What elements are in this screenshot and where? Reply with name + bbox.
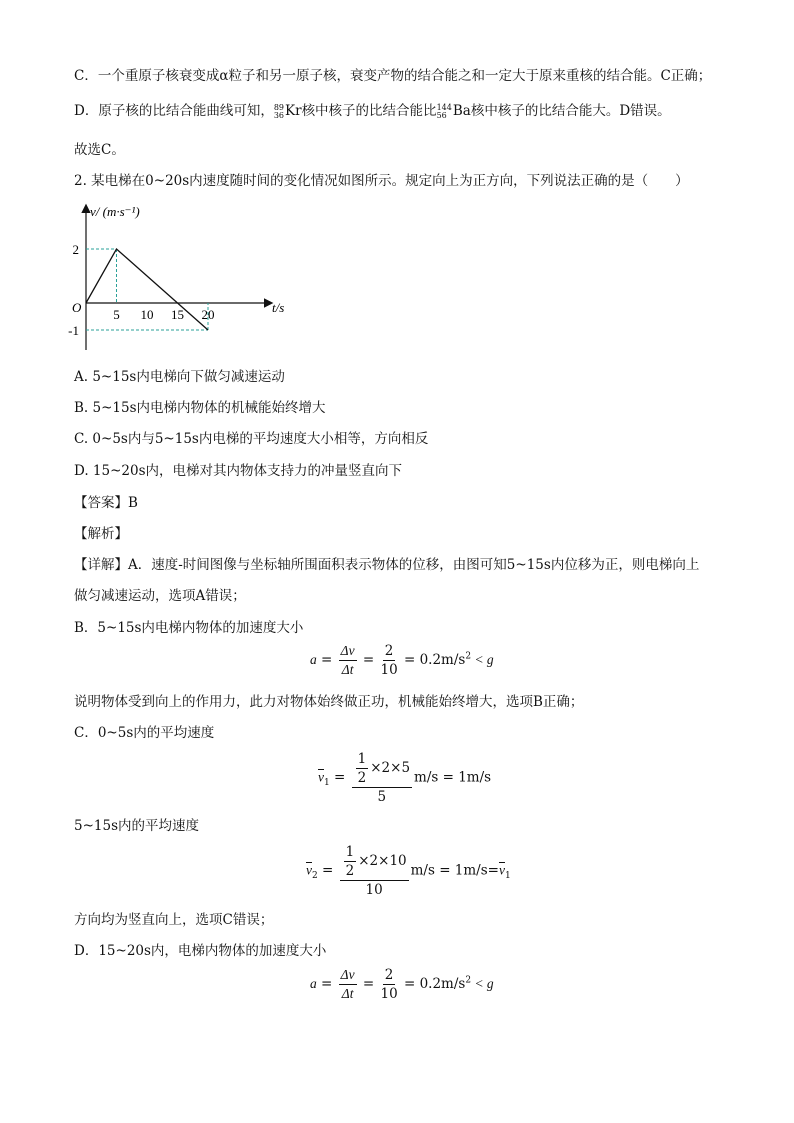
numerator: Δv <box>339 642 357 661</box>
mass-number: 89 <box>273 102 285 112</box>
detail-b-conclusion: 说明物体受到向上的作用力，此力对物体始终做正功，机械能始终增大，选项B正确； <box>74 694 584 710</box>
x-tick-label: 15 <box>171 307 184 322</box>
fraction <box>339 642 357 679</box>
option-d: D. 15~20s内，电梯对其内物体支持力的冲量竖直向下 <box>74 463 403 479</box>
denominator: 10 <box>380 986 398 1002</box>
velocity-symbol: $\overline{v}$ <box>318 769 324 785</box>
atomic-number: 56 <box>436 110 447 120</box>
option-c-previous: C．一个重原子核衰变成α粒子和另一原子核，衰变产物的结合能之和一定大于原来重核的结合能。C正确； <box>74 68 712 84</box>
numerator: 2 <box>384 967 394 983</box>
text-segment: D．原子核的比结合能曲线可知， <box>74 103 274 119</box>
option-b: B. 5~15s内电梯内物体的机械能始终增大 <box>74 400 326 416</box>
subscript: 2 <box>312 871 318 882</box>
numerator <box>340 843 409 881</box>
denominator: 10 <box>380 662 398 678</box>
average-velocity-1-formula: $\overline{v}_1$ = $\frac{1}{2}$ ×2×5 5 m/s = 1m/s <box>318 751 492 805</box>
half-fraction <box>356 750 369 787</box>
answer: 【答案】B <box>74 495 138 511</box>
numerator <box>352 750 412 788</box>
detail-b: B．5~15s内电梯内物体的加速度大小 <box>74 620 304 636</box>
origin-label: O <box>72 300 82 315</box>
denominator: 2 <box>345 863 355 879</box>
numerator: Δv <box>339 966 357 985</box>
x-tick-label: 5 <box>113 307 120 322</box>
analysis-heading: 【解析】 <box>74 526 128 542</box>
formula-value: m/s = 1m/s= <box>410 862 499 879</box>
text-segment: 核中核子的比结合能大。D错误。 <box>470 103 671 119</box>
barium-symbol: Ba <box>452 103 471 119</box>
mass-number: 144 <box>436 102 452 112</box>
formula-value: = 0.2m/s <box>403 976 466 992</box>
y-axis-label: v/ (m·s⁻¹) <box>90 204 140 219</box>
formula-tail: < g <box>471 652 494 667</box>
denominator: 5 <box>377 789 387 805</box>
fraction <box>340 843 409 899</box>
denominator: 10 <box>365 882 383 898</box>
previous-answer: 故选C。 <box>74 142 125 158</box>
y-tick-label: -1 <box>68 323 79 338</box>
formula-tail: < g <box>471 976 494 991</box>
option-c: C. 0~5s内与5~15s内电梯的平均速度大小相等，方向相反 <box>74 431 429 447</box>
detail-a-line-2: 做匀减速运动，选项A错误； <box>74 588 246 604</box>
detail-c-conclusion: 方向均为竖直向上，选项C错误； <box>74 912 274 928</box>
barium-nuclide-numbers <box>437 104 452 120</box>
numerator: 1 <box>345 844 355 860</box>
question-2: 2. 某电梯在0~20s内速度随时间的变化情况如图所示。规定向上为正方向，下列说法正确的是（ ） <box>74 173 689 189</box>
x-tick-label: 20 <box>201 307 215 322</box>
denominator: Δt <box>341 986 354 1001</box>
formula-symbol: a <box>310 976 317 991</box>
fraction <box>380 966 397 1003</box>
formula-symbol: a <box>310 652 317 667</box>
denominator: 2 <box>357 770 367 786</box>
exponent: 2 <box>465 975 472 986</box>
velocity-time-chart <box>66 198 296 358</box>
acceleration-formula: a = $\frac{\Delta v}{\Delta t}$ = $\frac{2}{10}$ = $0.2m/s^2 < g$ <box>310 643 494 678</box>
formula-value: m/s = 1m/s <box>414 769 492 786</box>
product: ×2×5 <box>370 760 411 776</box>
denominator: Δt <box>341 662 354 677</box>
text-segment: 核中核子的比结合能比 <box>301 103 437 119</box>
detail-c-second: 5~15s内的平均速度 <box>74 818 200 834</box>
subscript: 1 <box>324 778 330 789</box>
detail-d: D．15~20s内，电梯内物体的加速度大小 <box>74 943 327 959</box>
acceleration-formula-2: a = $\frac{\Delta v}{\Delta t}$ = $\frac{2}{10}$ = $0.2m/s^2 < g$ <box>310 967 494 1002</box>
average-velocity-2-formula: $\overline{v}_2$ = $\frac{1}{2}$ ×2×10 10 $m/s = 1m/s=\overline{v}_1$ <box>306 844 511 898</box>
x-tick-label: 10 <box>140 307 154 322</box>
velocity-symbol: $\overline{v}$ <box>498 862 505 878</box>
numerator: 1 <box>357 751 367 767</box>
krypton-nuclide-numbers <box>274 104 284 120</box>
option-a: A. 5~15s内电梯向下做匀减速运动 <box>74 369 285 385</box>
exponent: 2 <box>465 651 472 662</box>
fraction <box>352 750 412 806</box>
x-axis-label: t/s <box>272 300 285 315</box>
velocity-symbol: $\overline{v}$ <box>306 862 312 878</box>
formula-value: = 0.2m/s <box>403 652 466 668</box>
half-fraction <box>344 843 357 880</box>
subscript: 1 <box>504 871 511 882</box>
numerator: 2 <box>384 643 394 659</box>
detail-a-line-1: 【详解】A．速度-时间图像与坐标轴所围面积表示物体的位移，由图可知5~15s内位移为正，则电梯向上 <box>74 557 700 573</box>
product: ×2×10 <box>358 853 407 869</box>
atomic-number: 36 <box>273 110 285 120</box>
fraction <box>339 966 357 1003</box>
detail-c: C．0~5s内的平均速度 <box>74 725 215 741</box>
krypton-symbol: Kr <box>285 103 302 119</box>
option-d-previous <box>74 101 671 121</box>
fraction <box>380 642 397 679</box>
y-tick-label: 2 <box>72 242 79 257</box>
